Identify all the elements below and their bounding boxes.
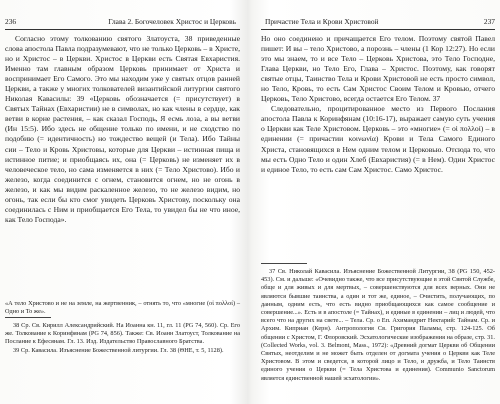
left-page [5,0,240,404]
right-page [261,0,495,404]
footnote-rule [5,317,51,318]
paragraph: Но оно соединено и причащается Его телом. Поэтому святой Павел пишет: И вы – тело Христово, а порознь – члены (1 Кор 12:27). Но если это мы знаем, то и все Тело – Церковь Христова, это Тело Господне, Глава Церкви, но Тело Его, Глава – Христос. Поэтому, как говорят святые отцы, Таинство Тела и Крови Христовой не есть просто символ, но Тело, Кровь, то есть Сам Христос Своим Телом и Кровью, отчего Церковь, Тело Христово, всегда остается Его Телом. 37 [261,34,495,104]
body-text [5,34,240,225]
footnote: 39 Ср. Кавасила. Изъяснение Божественной литургии. Гл. 38 (ΘΗΕ, т. 5, 1128). [13,347,224,355]
running-head-title: Причастие Тела и Крови Христовой [265,17,379,26]
running-head [261,16,495,28]
running-head-rule [261,29,495,30]
footnote-rule [261,263,307,264]
body-text [261,34,495,175]
page-number: 237 [483,17,495,26]
page-number: 236 [5,17,17,26]
running-head-title: Глава 2. Богочеловек Христос и Церковь [108,17,236,26]
footnote: 38 Ср. Св. Кирилл Александрийский. На Иоанна кн. 11, гл. 11 (PG 74, 560). Ср. Его же. Толкование к Коринфянам (PG 74, 856). Также: Св. Иоанн Златоуст, Толкование на Послание к Ефесянам. Гл. 13. Изд. Издательство Православного Братства. [5,321,240,346]
running-head [5,16,240,28]
paragraph: Следовательно, процитированное место из Первого Послания апостола Павла к Коринфянам (10:16-17), выражает самую суть учения о Церкви как Теле Христовом. Церковь – это «многие» (= οἱ πολλοί) – в единении (= причастии κοινωνία) Крови и Тела Самого Единого Христа, становящихся в Нем одним телом и Церковью. Отсюда то, что мы есть Одно Тело и один Хлеб (Евхаристия) (= в Нем). Один Христос и единое Тело, то есть сам Сам Христос. Само Христос. [261,104,495,174]
paragraph: Согласно этому толкованию святого Златоуста, 38 приведенные слова апостола Павла подразумевают, что не только Церковь – в Христе, но и Христос – в Церкви. Христос в Церкви есть Святая Евхаристия. Именно там главным образом Церковь принимает от Христа и воспринимает Его Самого. Это мы находим уже у святых отцов ранней Церкви, а также у многих толкователей византийской литургии святого Николая Кавасилы: 39 «Церковь обозначается (= присутствует) в Святых Тайнах (Евхаристии) не в символах, но как члены в сердце, как ветви в корне растения, – как сказал Господь, Я есмь лоза, а вы ветви (Ин 15:5). Ибо здесь не общение только по имени, и не сходство по подобию (= идентичность) но тождество вещей (и Тела). Ибо Тайны сии – Тело и Кровь Христовы, которые для Церкви – истинная пища и истинное питие; и приобщаясь их, она (= Церковь) не изменяет их в человеческое тело, но сама изменяется в них (= Тело Христово). Ибо и железо, когда соединится с огнем, становится огнем, но не огонь в железо, и как мы видим раскаленное железо, то не железо видим, но огонь, так если бы кто смог увидеть Церковь Христову, поскольку она соединилась с Ним и приобщается Его Тела, то увидел бы не что иное, как Тело Господа». [5,34,240,224]
footnote: 37 Св. Николай Кавасила. Изъяснение Божественной Литургии, 38 (PG 150, 452-453). См. и дальше: «Очевидно также, что все присутствующие в этой Святой Службе, обще и для живых и для мертвых, – совершенствуются для всех верных. Они не являются бывшие таинства, а один и тот же, единое, – Очистить, получающих, по данным, одним есть, что есть видно приобщающихся как самое сообщение и совершение...». Есть и в апостоле (= Тайнах), и единые в единении – лиц и людей, что всего что на других на свете... – Тела. Ср. о Еп. Ахимандрит Нектарий: Тайнам. Ср. и Архим. Киприан (Керн). Антропология Св. Григория Паламы, стр. 124-125. Об общении с Христом, Г. Флоровский. Эсхатологические изображения на образе, стр. 31. (Collected Works, vol. 3. Belmont, Mass., 1972): «Древний догмат Церкви об Общении Святых, неотделим и не может быть отделен от догмата учения о Церкви как Теле Христовом. В этом и сведется, в которой лицо и Тело, и дружба, и Тело Таинств единого учения о Церкви (= Тела Христова и единения). Communio Sanctorum является единственной нашей эсхатологии». [261,268,495,382]
footnotes [261,263,495,383]
footnote-continuation: «А тело Христово и не на земле, на жертвенник, – отнять то, что «многие (οἱ πολλοί) – Одно и То же». [5,300,240,316]
running-head-rule [5,29,240,30]
footnotes [5,300,240,356]
